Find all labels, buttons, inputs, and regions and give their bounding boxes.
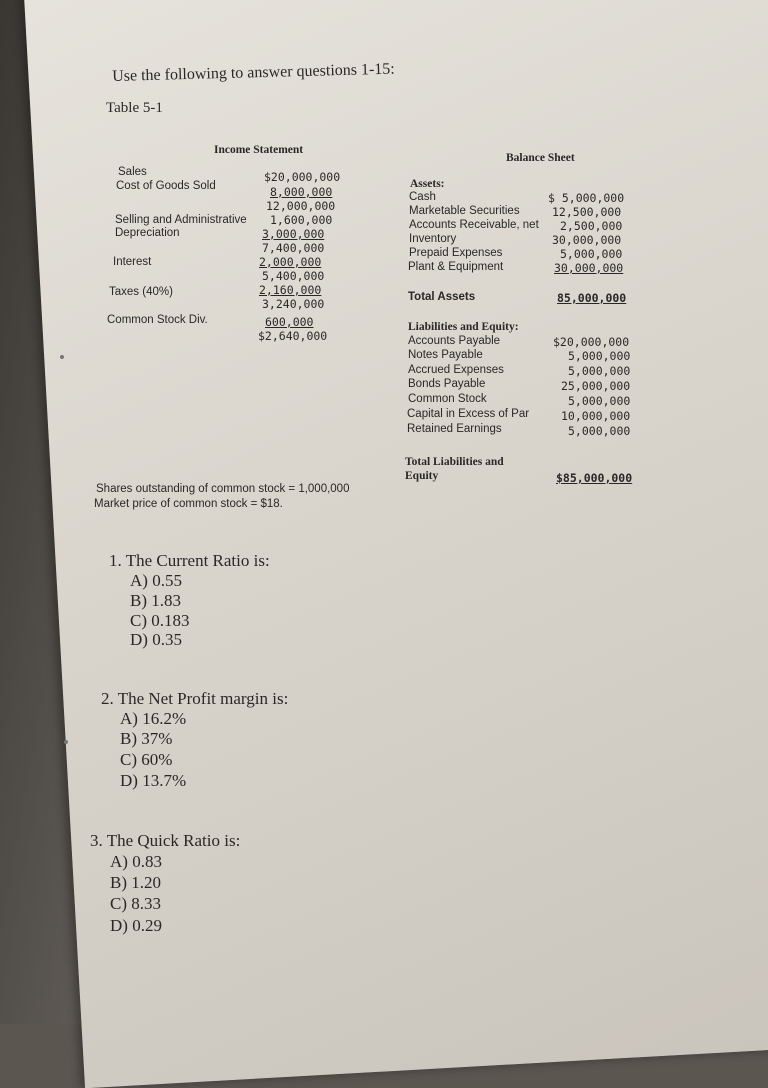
question-text: 3. The Quick Ratio is: <box>90 831 241 850</box>
is-value: 3,000,000 <box>262 227 325 241</box>
answer-option[interactable]: D) 13.7% <box>120 771 187 790</box>
liability-value: 5,000,000 <box>568 394 631 408</box>
liability-label: Common Stock <box>408 393 487 405</box>
is-value: 1,600,000 <box>270 213 333 227</box>
is-value: $20,000,000 <box>264 170 341 184</box>
liability-label: Accounts Payable <box>408 335 501 347</box>
is-value: 12,000,000 <box>266 199 336 213</box>
asset-value: 5,000,000 <box>560 247 623 261</box>
asset-label: Prepaid Expenses <box>409 247 503 259</box>
answer-option[interactable]: C) 60% <box>120 750 173 769</box>
answer-option[interactable]: C) 0.183 <box>130 611 190 630</box>
total-assets-value: 85,000,000 <box>557 291 627 305</box>
is-value: $2,640,000 <box>258 329 328 343</box>
asset-label: Cash <box>409 191 436 203</box>
liability-value: 10,000,000 <box>561 409 631 423</box>
asset-label: Accounts Receivable, net <box>409 219 539 231</box>
is-label: Sales <box>118 166 147 178</box>
asset-label: Inventory <box>409 233 457 245</box>
asset-value: 30,000,000 <box>554 261 624 275</box>
is-label: Interest <box>113 256 152 268</box>
is-label: Selling and Administrative <box>115 214 247 226</box>
liability-label: Bonds Payable <box>408 378 486 390</box>
liability-value: 5,000,000 <box>568 349 631 363</box>
shares-outstanding: Shares outstanding of common stock = 1,000,000 <box>96 483 350 495</box>
is-label: Common Stock Div. <box>107 314 208 326</box>
liability-value: 5,000,000 <box>568 364 631 378</box>
answer-option[interactable]: A) 0.55 <box>130 571 182 590</box>
liability-label: Accrued Expenses <box>408 364 504 376</box>
is-value: 2,000,000 <box>259 255 322 269</box>
total-le-value: $85,000,000 <box>556 471 633 485</box>
liability-label: Notes Payable <box>408 349 483 361</box>
liability-value: 5,000,000 <box>568 424 631 438</box>
is-label: Taxes (40%) <box>109 286 173 298</box>
answer-option[interactable]: A) 0.83 <box>110 852 162 871</box>
is-value: 8,000,000 <box>270 185 333 199</box>
answer-option[interactable]: C) 8.33 <box>110 894 161 913</box>
is-label: Cost of Goods Sold <box>116 180 216 192</box>
answer-option[interactable]: B) 37% <box>120 729 173 748</box>
answer-option[interactable]: B) 1.83 <box>130 591 181 610</box>
total-le-label: Equity <box>405 470 439 482</box>
is-value: 3,240,000 <box>262 297 325 311</box>
liabilities-heading: Liabilities and Equity: <box>408 321 519 333</box>
answer-option[interactable]: D) 0.35 <box>130 630 182 649</box>
liability-value: $20,000,000 <box>553 335 630 349</box>
liability-label: Capital in Excess of Par <box>407 408 530 420</box>
is-value: 5,400,000 <box>262 269 325 283</box>
total-le-label: Total Liabilities and <box>405 456 504 468</box>
answer-option[interactable]: B) 1.20 <box>110 873 161 892</box>
asset-value: $ 5,000,000 <box>548 191 625 205</box>
answer-option[interactable]: D) 0.29 <box>110 916 162 935</box>
table-label: Table 5-1 <box>106 100 163 116</box>
is-label: Depreciation <box>115 227 180 239</box>
is-value: 2,160,000 <box>259 283 322 297</box>
paper-speck <box>64 740 68 744</box>
asset-value: 30,000,000 <box>552 233 622 247</box>
asset-label: Marketable Securities <box>409 205 520 217</box>
question-text: 1. The Current Ratio is: <box>109 551 270 570</box>
answer-option[interactable]: A) 16.2% <box>120 709 187 728</box>
assets-heading: Assets: <box>410 178 445 190</box>
market-price: Market price of common stock = $18. <box>94 498 283 510</box>
asset-label: Plant & Equipment <box>408 261 504 273</box>
asset-value: 2,500,000 <box>560 219 623 233</box>
asset-value: 12,500,000 <box>552 205 622 219</box>
liability-label: Retained Earnings <box>407 423 502 435</box>
income-statement-title: Income Statement <box>214 144 304 156</box>
question-text: 2. The Net Profit margin is: <box>101 689 289 708</box>
balance-sheet-title: Balance Sheet <box>506 152 575 164</box>
total-assets-label: Total Assets <box>408 291 476 303</box>
is-value: 600,000 <box>265 315 314 329</box>
instruction-text: Use the following to answer questions 1-15: <box>112 60 395 85</box>
liability-value: 25,000,000 <box>561 379 631 393</box>
is-value: 7,400,000 <box>262 241 325 255</box>
paper-speck <box>60 355 64 359</box>
